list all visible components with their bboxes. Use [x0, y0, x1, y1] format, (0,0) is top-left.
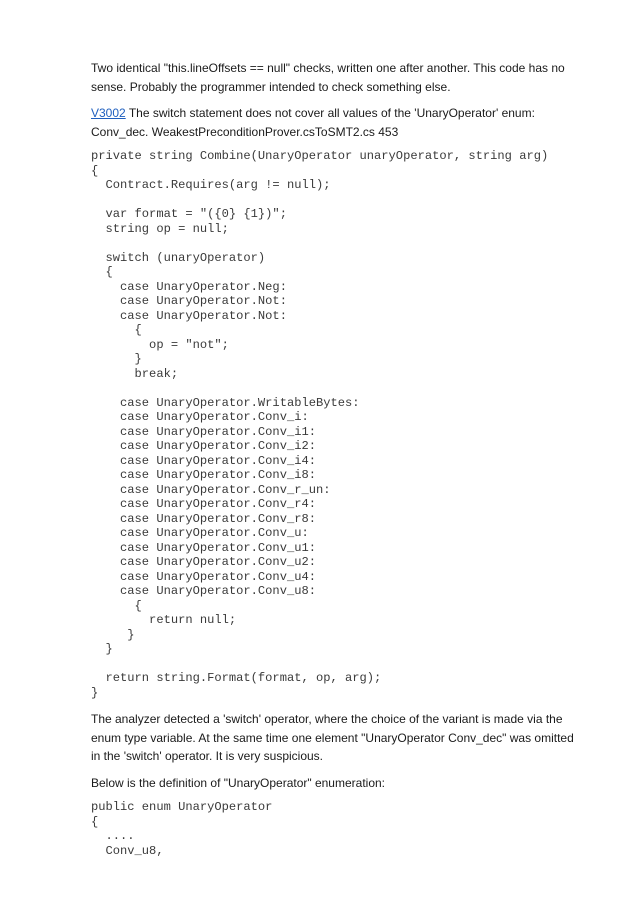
code-line: { [91, 598, 142, 613]
code-line: return null; [91, 613, 237, 627]
code-line [91, 657, 581, 672]
code-line: return string.Format(format, op, arg); [91, 671, 382, 685]
code-line: case UnaryOperator.Conv_i2: [91, 439, 316, 453]
code-line: case UnaryOperator.Conv_r8: [91, 511, 316, 526]
code-line: case UnaryOperator.Conv_i4: [91, 453, 316, 468]
code-line: Conv_u8, [91, 843, 164, 858]
code-line: case UnaryOperator.Neg: [91, 279, 287, 294]
code-line: case UnaryOperator.Conv_u2: [91, 555, 316, 569]
code-line: .... [91, 829, 135, 843]
explanation-paragraph: The analyzer detected a 'switch' operator, where the choice of the variant is made via the enum type variable. At the same time one element "UnaryOperator Conv_dec" was omitted in the 'switch' operator. It is very suspicious. [91, 712, 574, 763]
code-line: case UnaryOperator.Not: [91, 294, 287, 308]
code-line [91, 236, 581, 251]
code-line: case UnaryOperator.Conv_i8: [91, 468, 316, 482]
code-line: op = "not"; [91, 337, 229, 352]
definition-intro-paragraph: Below is the definition of "UnaryOperator" enumeration: [91, 775, 386, 790]
code-line: { [91, 163, 99, 178]
code-line: string op = null; [91, 221, 229, 236]
code-line: } [91, 627, 135, 642]
code-line: case UnaryOperator.Conv_u: [91, 526, 309, 540]
code-line: case UnaryOperator.Conv_i1: [91, 424, 316, 439]
code-line: } [91, 685, 99, 700]
code-line: private string Combine(UnaryOperator unaryOperator, string arg) [91, 149, 549, 163]
code-block-combine [91, 149, 581, 700]
code-line: case UnaryOperator.Conv_r_un: [91, 482, 331, 497]
code-line: case UnaryOperator.WritableBytes: [91, 395, 360, 410]
intro-paragraph: Two identical "this.lineOffsets == null" checks, written one after another. This code has no sense. Probably the programmer intended to check something else. [91, 61, 565, 94]
diagnostic-code-link[interactable]: V3002 [91, 106, 126, 120]
code-block-enum-definition [91, 800, 581, 858]
code-line: break; [91, 366, 179, 381]
code-line [91, 193, 581, 208]
diagnostic-paragraph [91, 104, 581, 141]
code-line: case UnaryOperator.Conv_u8: [91, 584, 316, 598]
code-line: case UnaryOperator.Conv_i: [91, 410, 309, 424]
code-line: public enum UnaryOperator [91, 800, 273, 814]
code-line [91, 381, 581, 396]
code-line: case UnaryOperator.Not: [91, 308, 287, 323]
code-line: case UnaryOperator.Conv_u1: [91, 540, 316, 555]
code-line: Contract.Requires(arg != null); [91, 178, 331, 192]
code-line: { [91, 814, 99, 829]
code-line: case UnaryOperator.Conv_r4: [91, 497, 316, 511]
code-line: case UnaryOperator.Conv_u4: [91, 569, 316, 584]
code-line: switch (unaryOperator) [91, 250, 266, 265]
diagnostic-message: The switch statement does not cover all values of the 'UnaryOperator' enum: Conv_dec. WeakestPreconditionProver.csToSMT2.cs 453 [91, 106, 535, 139]
code-line: } [91, 352, 142, 366]
code-line: { [91, 265, 113, 279]
document-page [91, 59, 581, 868]
code-line: } [91, 642, 113, 656]
code-line: { [91, 323, 142, 337]
code-line: var format = "({0} {1})"; [91, 207, 287, 221]
